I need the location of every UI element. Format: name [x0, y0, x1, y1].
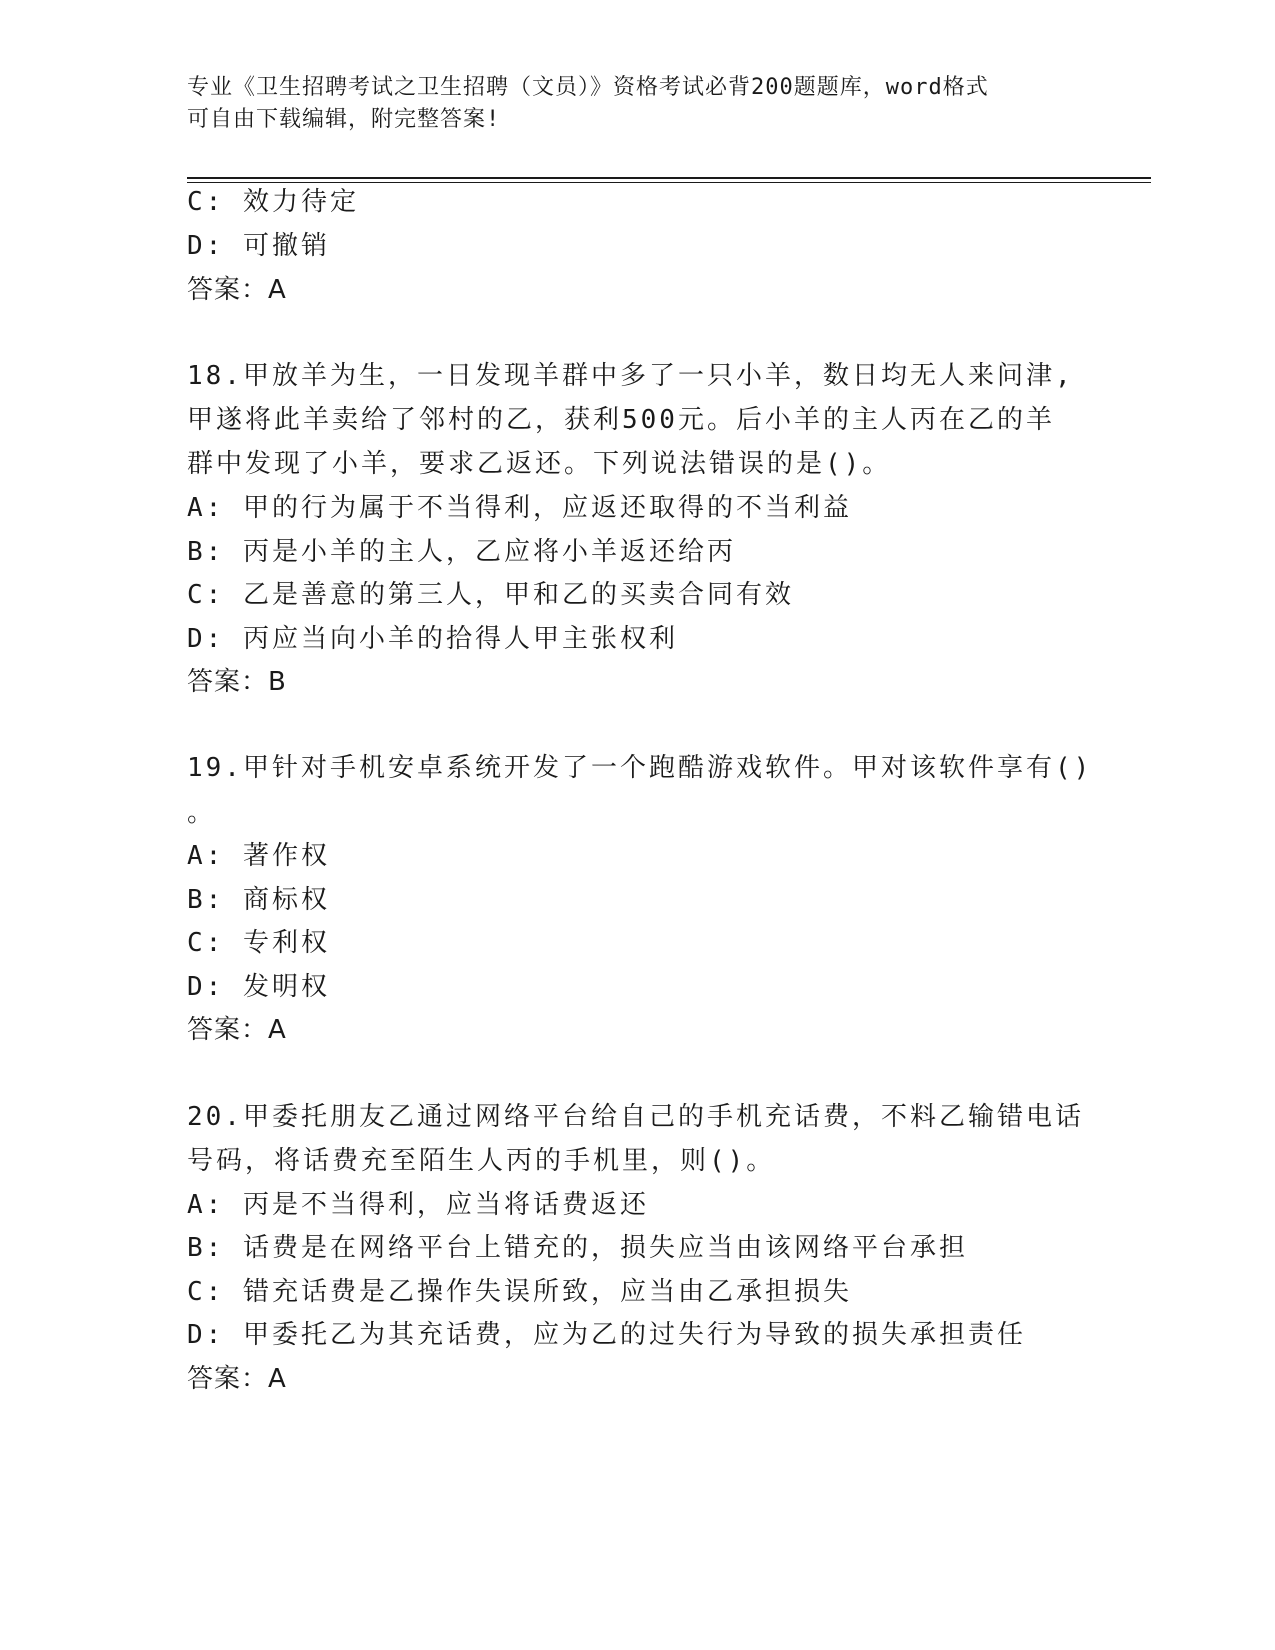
q19-stem-line-1: 19.甲针对手机安卓系统开发了一个跑酷游戏软件。甲对该软件享有()	[187, 753, 1093, 783]
header-divider-thick	[187, 177, 1151, 179]
header-divider-thin	[187, 182, 1151, 183]
q18-option-d: D: 丙应当向小羊的拾得人甲主张权利	[187, 624, 678, 654]
q18-option-b: B: 丙是小羊的主人，乙应将小羊返还给丙	[187, 537, 736, 567]
q20-stem-line-1: 20.甲委托朋友乙通过网络平台给自己的手机充话费，不料乙输错电话	[187, 1102, 1084, 1132]
q18-option-a: A: 甲的行为属于不当得利，应返还取得的不当利益	[187, 493, 852, 523]
q19-answer: 答案：A	[187, 1015, 287, 1045]
q20-stem-line-2: 号码，将话费充至陌生人丙的手机里，则()。	[187, 1146, 776, 1176]
q19-option-a: A: 著作权	[187, 841, 330, 871]
q18-stem-line-1: 18.甲放羊为生，一日发现羊群中多了一只小羊，数日均无人来问津,	[187, 361, 1074, 391]
q17-answer: 答案：A	[187, 275, 287, 305]
q18-answer: 答案：B	[187, 667, 287, 697]
q19-option-d: D: 发明权	[187, 972, 330, 1002]
q20-answer: 答案：A	[187, 1364, 287, 1394]
q17-option-c: C: 效力待定	[187, 187, 359, 217]
q18-stem-line-3: 群中发现了小羊，要求乙返还。下列说法错误的是()。	[187, 449, 892, 479]
q18-stem-line-2: 甲遂将此羊卖给了邻村的乙，获利500元。后小羊的主人丙在乙的羊	[187, 405, 1055, 435]
q20-option-d: D: 甲委托乙为其充话费，应为乙的过失行为导致的损失承担责任	[187, 1320, 1026, 1350]
document-header	[187, 72, 1087, 136]
header-title-line-2: 可自由下载编辑，附完整答案!	[187, 107, 501, 132]
q19-option-b: B: 商标权	[187, 885, 330, 915]
header-title-line-1: 专业《卫生招聘考试之卫生招聘（文员）》资格考试必背200题题库，word格式	[187, 75, 989, 100]
q20-option-a: A: 丙是不当得利，应当将话费返还	[187, 1190, 649, 1220]
q19-option-c: C: 专利权	[187, 928, 330, 958]
q18-option-c: C: 乙是善意的第三人，甲和乙的买卖合同有效	[187, 580, 794, 610]
q20-option-c: C: 错充话费是乙操作失误所致，应当由乙承担损失	[187, 1277, 852, 1307]
q19-stem-line-2: 。	[187, 798, 217, 828]
q17-option-d: D: 可撤销	[187, 231, 330, 261]
q20-option-b: B: 话费是在网络平台上错充的，损失应当由该网络平台承担	[187, 1233, 968, 1263]
